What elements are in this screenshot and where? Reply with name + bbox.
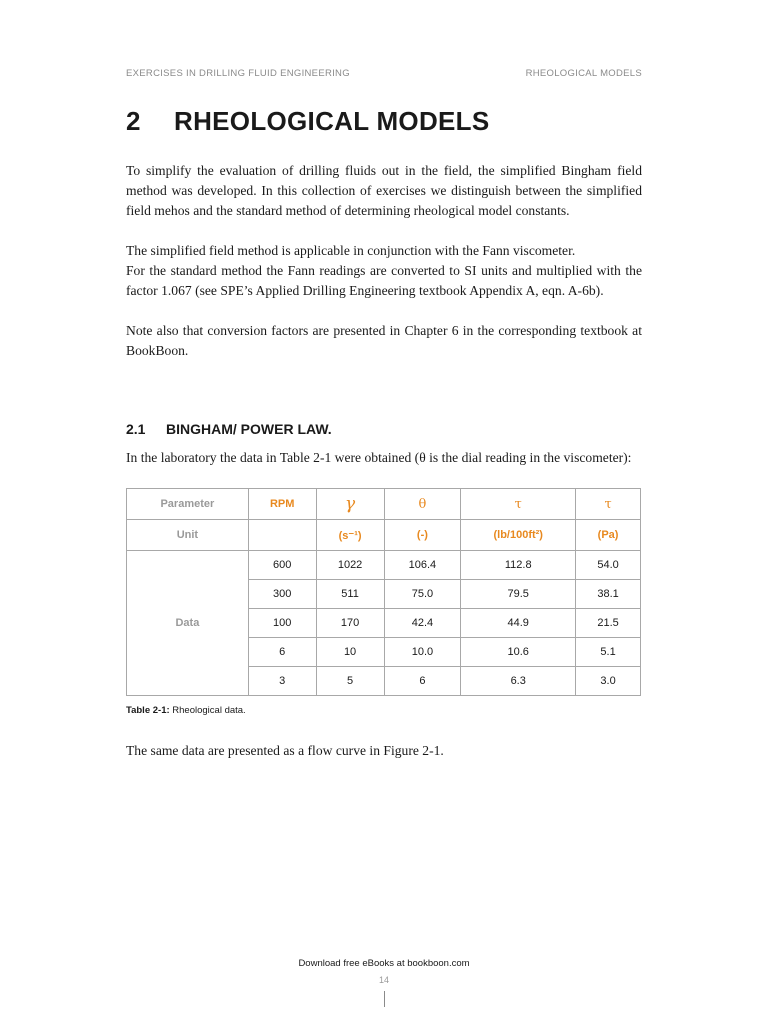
chapter-title: [126, 106, 489, 137]
unit-rpm: [248, 520, 316, 551]
cell-rpm: 100: [248, 609, 316, 638]
table-header-row: [127, 489, 641, 520]
unit-tau-si: (Pa): [576, 520, 641, 551]
unit-label: Unit: [127, 520, 249, 551]
running-header: [126, 68, 642, 79]
unit-tau-imperial: (lb/100ft²): [461, 520, 576, 551]
rheological-data-table: [126, 488, 641, 696]
section-heading: [126, 421, 332, 437]
cell-rpm: 600: [248, 551, 316, 580]
section-intro: In the laboratory the data in Table 2-1 were obtained (θ is the dial reading in the viscometer):: [126, 450, 632, 465]
section-title: BINGHAM/ POWER LAW.: [166, 421, 332, 437]
header-book-title: EXERCISES IN DRILLING FLUID ENGINEERING: [126, 68, 350, 79]
cell-rpm: 6: [248, 638, 316, 667]
header-tau-imperial: τ: [461, 489, 576, 520]
cell-tau-si: 21.5: [576, 609, 641, 638]
paragraph-methods-line2: For the standard method the Fann readings are converted to SI units and multiplied with the factor 1.067 (see SPE’s Applied Drilling Engineering textbook Appendix A, eqn. A-6b).: [126, 263, 642, 298]
cell-theta: 42.4: [384, 609, 461, 638]
header-theta: θ: [384, 489, 461, 520]
table-caption-label: Table 2-1:: [126, 705, 170, 716]
unit-theta: (-): [384, 520, 461, 551]
table-row: [127, 551, 641, 580]
cell-tau-imperial: 44.9: [461, 609, 576, 638]
cell-gamma: 1022: [316, 551, 384, 580]
cell-tau-si: 38.1: [576, 580, 641, 609]
table-caption: [126, 705, 246, 716]
paragraph-methods: [126, 241, 642, 301]
header-gamma: γ: [316, 489, 384, 520]
cell-rpm: 300: [248, 580, 316, 609]
cell-gamma: 5: [316, 667, 384, 696]
cell-gamma: 511: [316, 580, 384, 609]
table-unit-row: [127, 520, 641, 551]
header-parameter: Parameter: [127, 489, 249, 520]
page-number: 14: [378, 975, 389, 985]
data-label: Data: [127, 551, 249, 696]
page-number-rule: [384, 991, 385, 1007]
cell-rpm: 3: [248, 667, 316, 696]
closing-sentence: The same data are presented as a flow curve in Figure 2-1.: [126, 743, 444, 758]
footer-download-link[interactable]: Download free eBooks at bookboon.com: [298, 958, 470, 969]
header-rpm: RPM: [248, 489, 316, 520]
cell-tau-imperial: 6.3: [461, 667, 576, 696]
section-number: 2.1: [126, 421, 146, 437]
cell-theta: 106.4: [384, 551, 461, 580]
header-chapter-title: RHEOLOGICAL MODELS: [525, 68, 642, 79]
cell-tau-si: 54.0: [576, 551, 641, 580]
cell-tau-si: 3.0: [576, 667, 641, 696]
cell-tau-imperial: 112.8: [461, 551, 576, 580]
cell-theta: 10.0: [384, 638, 461, 667]
cell-gamma: 10: [316, 638, 384, 667]
cell-gamma: 170: [316, 609, 384, 638]
cell-theta: 75.0: [384, 580, 461, 609]
unit-gamma: (s⁻¹): [316, 520, 384, 551]
header-tau-si: τ: [576, 489, 641, 520]
chapter-title-text: RHEOLOGICAL MODELS: [174, 106, 490, 136]
paragraph-conversion-note: Note also that conversion factors are presented in Chapter 6 in the corresponding textbook at BookBoon.: [126, 323, 642, 358]
cell-theta: 6: [384, 667, 461, 696]
table-caption-text: Rheological data.: [169, 705, 246, 716]
cell-tau-imperial: 79.5: [461, 580, 576, 609]
cell-tau-si: 5.1: [576, 638, 641, 667]
cell-tau-imperial: 10.6: [461, 638, 576, 667]
chapter-number: 2: [126, 106, 141, 136]
paragraph-intro: To simplify the evaluation of drilling fluids out in the field, the simplified Bingham field method was developed. In this collection of exercises we distinguish between the simplified field mehos and the standard method of determining rheological model constants.: [126, 163, 642, 218]
paragraph-methods-line1: The simplified field method is applicable in conjunction with the Fann viscometer.: [126, 243, 576, 258]
